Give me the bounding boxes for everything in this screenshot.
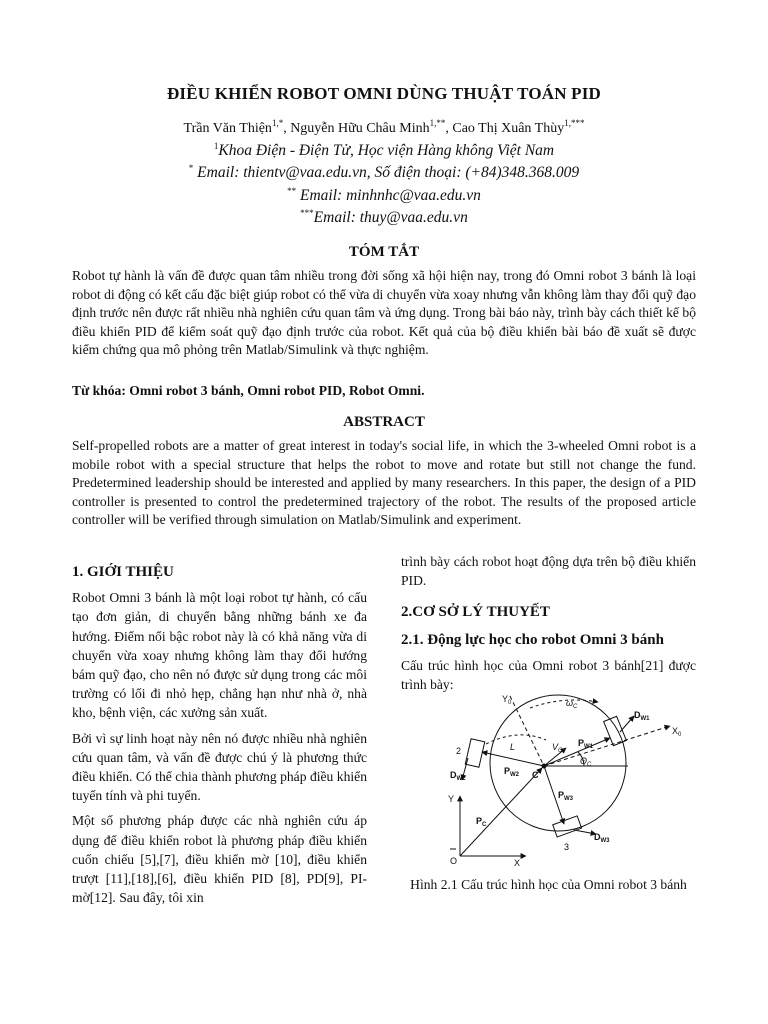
wheel-1 (604, 716, 627, 745)
section-2-heading: 2.CƠ SỞ LÝ THUYẾT (401, 604, 550, 621)
label-vc: $V_C$ (552, 742, 563, 754)
label-wheel-3: 3 (564, 842, 570, 852)
section-1-heading: 1. GIỚI THIỆU (72, 564, 174, 580)
y0-axis-line (510, 696, 544, 766)
label-y0: $Y_0$ (502, 694, 512, 706)
email-3: ***Email: thuy@vaa.edu.vn (300, 208, 468, 226)
dw1-arrow (620, 716, 634, 732)
label-dw3: $D_{W3}$ (594, 832, 610, 844)
omega-arc (530, 700, 598, 708)
pc-vector (460, 768, 542, 856)
author-3: Cao Thị Xuân Thùy$^{1,***}$ (452, 118, 585, 136)
abstract-heading: ABSTRACT (343, 414, 425, 430)
summary-heading: TÓM TẮT (348, 244, 420, 260)
keywords: Từ khóa: Omni robot 3 bánh, Omni robot PID, Robot Omni. (72, 383, 425, 398)
right-column (401, 552, 696, 694)
dw3-arrow (574, 830, 596, 834)
figure-intro: Cấu trúc hình học của Omni robot 3 bánh[21] được trình bày: (401, 657, 696, 693)
subsection-2-1-heading: 2.1. Động lực học cho robot Omni 3 bánh (401, 631, 664, 648)
x0-axis-line (544, 726, 670, 766)
label-c: C (532, 770, 539, 780)
label-pw1: $P_{W1}$ (578, 738, 594, 750)
wheel-2 (465, 739, 484, 767)
wheel-3 (553, 816, 582, 837)
label-pw2: $P_{W2}$ (504, 766, 520, 778)
figure-caption: Hình 2.1 Cấu trúc hình học của Omni robot 3 bánh (410, 877, 687, 892)
author-1: Trần Văn Thiện$^{1,*}$, (183, 118, 291, 136)
omni-robot-diagram (438, 688, 700, 866)
robot-body-circle (490, 695, 626, 831)
label-origin: O (450, 856, 458, 866)
author-line (0, 118, 768, 137)
email-2: ** Email: minhnhc@vaa.edu.vn (287, 186, 481, 204)
affiliation: $^1$Khoa Điện - Điện Tử, Học viện Hàng không Việt Nam (213, 141, 555, 159)
email-1: * Email: thientv@vaa.edu.vn, Số điện thoại: (+84)348.368.009 (188, 163, 580, 181)
paper-title: ĐIỀU KHIỂN ROBOT OMNI DÙNG THUẬT TOÁN PID (166, 84, 602, 103)
label-l: L (510, 742, 516, 752)
label-world-x: X (514, 858, 521, 866)
center-point (542, 764, 547, 769)
label-dw2: $D_{W2}$ (450, 770, 466, 782)
label-dw1: $D_{W1}$ (634, 710, 650, 722)
summary-text: Robot tự hành là vấn đề được quan tâm nhiều trong đời sống xã hội hiện nay, trong đó Omni robot 3 bánh là loại robot di động có kết cấu đặc biệt giúp robot có thể vừa di chuyển vừa xoay nhưng vẫn không làm thay đổi quỹ đạo định trước nên được rất nhiều nhà nghiên cứu quan tâm và ứng dụng. Trong bài báo này, trình bày cách thiết kế bộ điều khiển PID để kiểm soát quỹ đạo định trước của robot. Kết quả của bộ điều khiển bài báo đề xuất sẽ được kiểm chứng qua mô phỏng trên Matlab/Simulink và thực nghiệm. (72, 268, 696, 358)
label-x0: $X_0$ (672, 726, 682, 738)
label-pc: $P_C$ (476, 816, 487, 828)
label-theta: $\Theta_C$ (580, 756, 592, 768)
intro-paragraph-1: Robot Omni 3 bánh là một loại robot tự hành, có cấu tạo đơn giản, di chuyển bằng những bánh xe đa hướng. Điểm nổi bậc robot này là có khả năng vừa di chuyển vừa xoay nhưng không làm thay đổi hướng bám quỹ đạo, cho nên nó được sử dụng trong các môi trường có lối đi nhỏ hẹp, chẳng hạn như nhà ở, nhà kho, bệnh viện, các xưởng sản xuất. (72, 590, 367, 721)
intro-paragraph-2: Bởi vì sự linh hoạt này nên nó được nhiều nhà nghiên cứu quan tâm, và vấn đề được chú ý là phương thức điều khiển. Có thể chia thành phương pháp điều khiển tuyến tính và phi tuyến. (72, 730, 367, 804)
left-column (72, 563, 367, 907)
abstract-text: Self-propelled robots are a matter of great interest in today's social life, in which the 3-wheeled Omni robot is a mobile robot with a special structure that helps the robot to move and rotate but still not change the fund. Predetermined leadership should be interested and applied by many researchers. In this paper, the design of a PID controller is presented to control the predetermined trajectory of the robot. The results of the proposed article controller will be verified through simulation on Matlab/Simulink and experiment. (72, 438, 696, 528)
label-pw3: $P_{W3}$ (558, 790, 574, 802)
label-omega: $\omega_C$ (566, 698, 578, 710)
label-world-y: Y (448, 794, 455, 804)
intro-paragraph-3: Một số phương pháp được các nhà nghiên cứu áp dụng để điều khiển robot là phương pháp điều khiển cuốn chiếu [5],[7], điều khiển mờ [10], điều khiển trượt [11],[18],[6], điều khiển PID [8], PD[9], PI-mờ[12]. Sau đây, tôi xin (72, 813, 367, 906)
author-2: Nguyễn Hữu Châu Minh$^{1,**}$, (290, 118, 453, 136)
arm-pw2 (482, 752, 544, 766)
label-wheel-2: 2 (456, 746, 462, 756)
continuation-text: trình bày cách robot hoạt động dựa trên bộ điều khiển PID. (401, 554, 696, 589)
